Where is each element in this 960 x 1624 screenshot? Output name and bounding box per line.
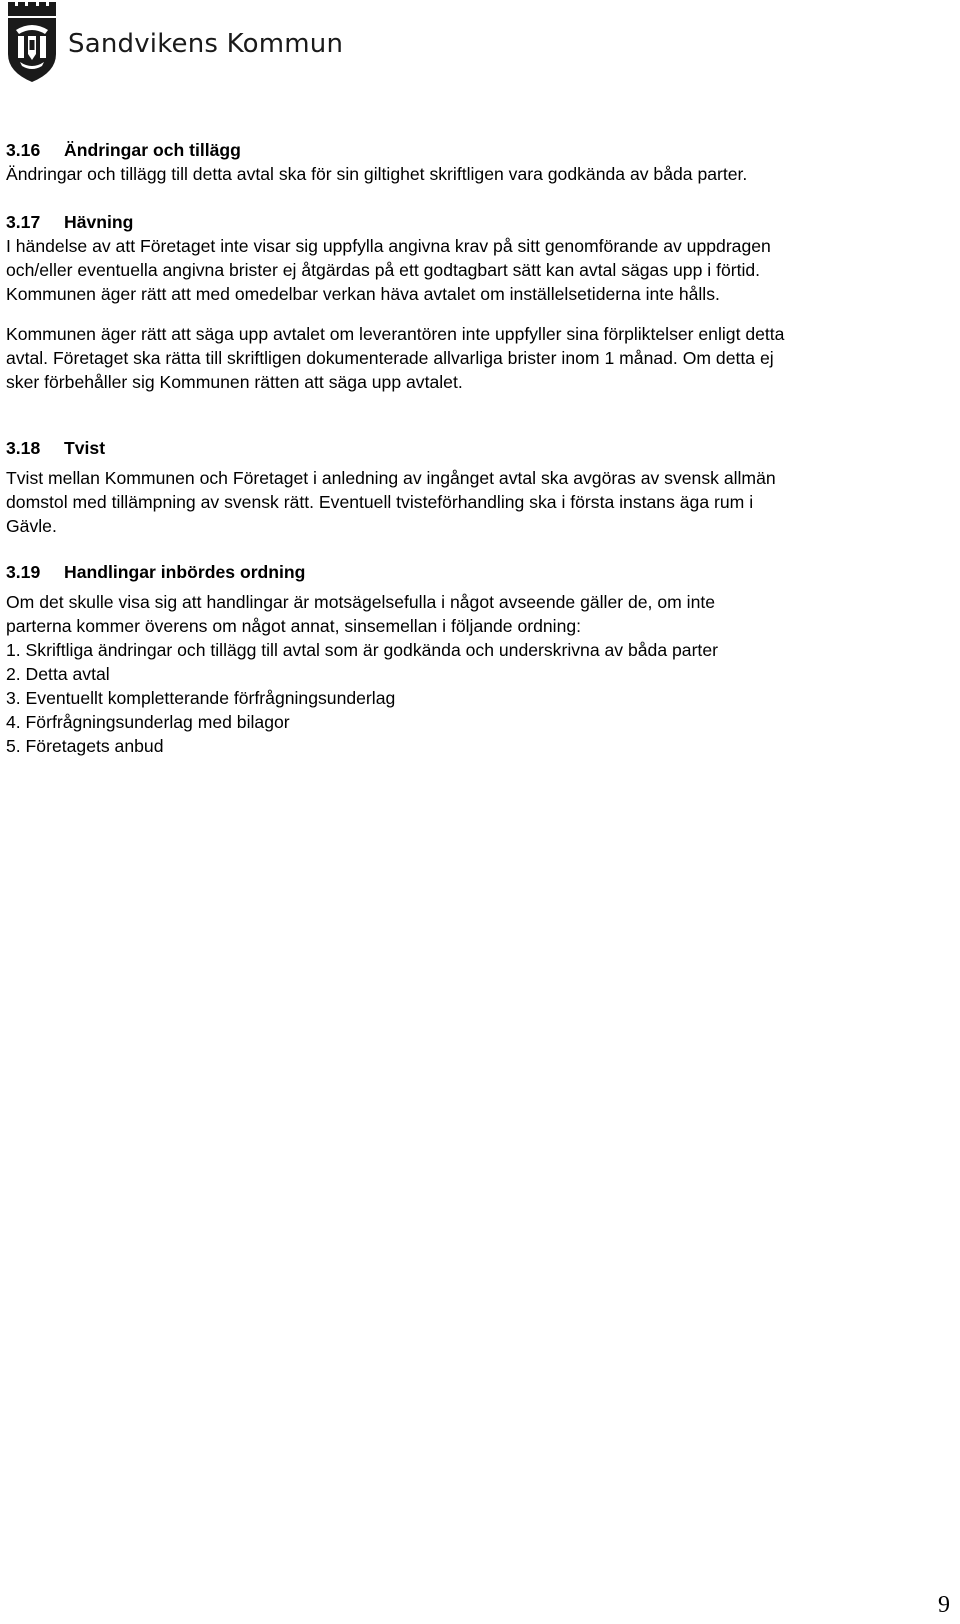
text-line: och/eller eventuella angivna brister ej åtgärdas på ett godtagbart sätt kan avtal sägas upp i förtid. [6, 260, 761, 280]
text-line: sker förbehåller sig Kommunen rätten att säga upp avtalet. [6, 372, 463, 392]
section-heading [6, 436, 946, 460]
section-paragraph [6, 590, 946, 758]
section-paragraph [6, 466, 946, 538]
text-line: Kommunen äger rätt att säga upp avtalet om leverantören inte uppfyller sina förpliktelser enligt detta [6, 324, 785, 344]
section-heading [6, 138, 946, 162]
section-heading [6, 210, 946, 234]
text-line: I händelse av att Företaget inte visar sig uppfylla angivna krav på sitt genomförande av uppdragen [6, 236, 771, 256]
text-line: parterna kommer överens om något annat, sinsemellan i följande ordning: [6, 616, 582, 636]
section-title: Tvist [64, 438, 106, 458]
section-paragraph [6, 162, 946, 186]
list-item: 3. Eventuellt kompletterande förfrågningsunderlag [6, 688, 396, 708]
section-paragraph [6, 234, 946, 306]
municipal-coat-of-arms-icon [6, 0, 58, 84]
section-number: 3.18 [6, 438, 41, 458]
text-line: Om det skulle visa sig att handlingar är motsägelsefulla i något avseende gäller de, om inte [6, 592, 716, 612]
section-heading [6, 560, 946, 584]
section-paragraph [6, 322, 946, 394]
list-item: 1. Skriftliga ändringar och tillägg till avtal som är godkända och underskrivna av båda parter [6, 640, 718, 660]
section-number: 3.19 [6, 562, 41, 582]
section-title: Ändringar och tillägg [64, 140, 241, 160]
list-item: 2. Detta avtal [6, 664, 110, 684]
text-line: Tvist mellan Kommunen och Företaget i anledning av ingånget avtal ska avgöras av svensk allmän [6, 468, 776, 488]
page-number: 9 [938, 1592, 950, 1618]
municipality-name: Sandvikens Kommun [68, 29, 344, 59]
text-line: avtal. Företaget ska rätta till skriftligen dokumenterade allvarliga brister inom 1 månad. Om detta ej [6, 348, 774, 368]
text-line: domstol med tillämpning av svensk rätt. Eventuell tvisteförhandling ska i första instans äga rum i [6, 492, 754, 512]
section-title: Hävning [64, 212, 134, 232]
document-body [6, 138, 946, 758]
section-title: Handlingar inbördes ordning [64, 562, 306, 582]
list-item: 4. Förfrågningsunderlag med bilagor [6, 712, 290, 732]
text-line: Kommunen äger rätt att med omedelbar verkan häva avtalet om inställelsetiderna inte hålls. [6, 284, 720, 304]
document-header [6, 0, 343, 84]
section-number: 3.16 [6, 140, 41, 160]
text-line: Ändringar och tillägg till detta avtal ska för sin giltighet skriftligen vara godkända av båda parter. [6, 164, 748, 184]
list-item: 5. Företagets anbud [6, 736, 164, 756]
section-3-16 [6, 138, 946, 186]
text-line: Gävle. [6, 516, 57, 536]
section-3-18 [6, 436, 946, 538]
section-3-19 [6, 560, 946, 758]
section-3-17 [6, 210, 946, 394]
section-number: 3.17 [6, 212, 41, 232]
